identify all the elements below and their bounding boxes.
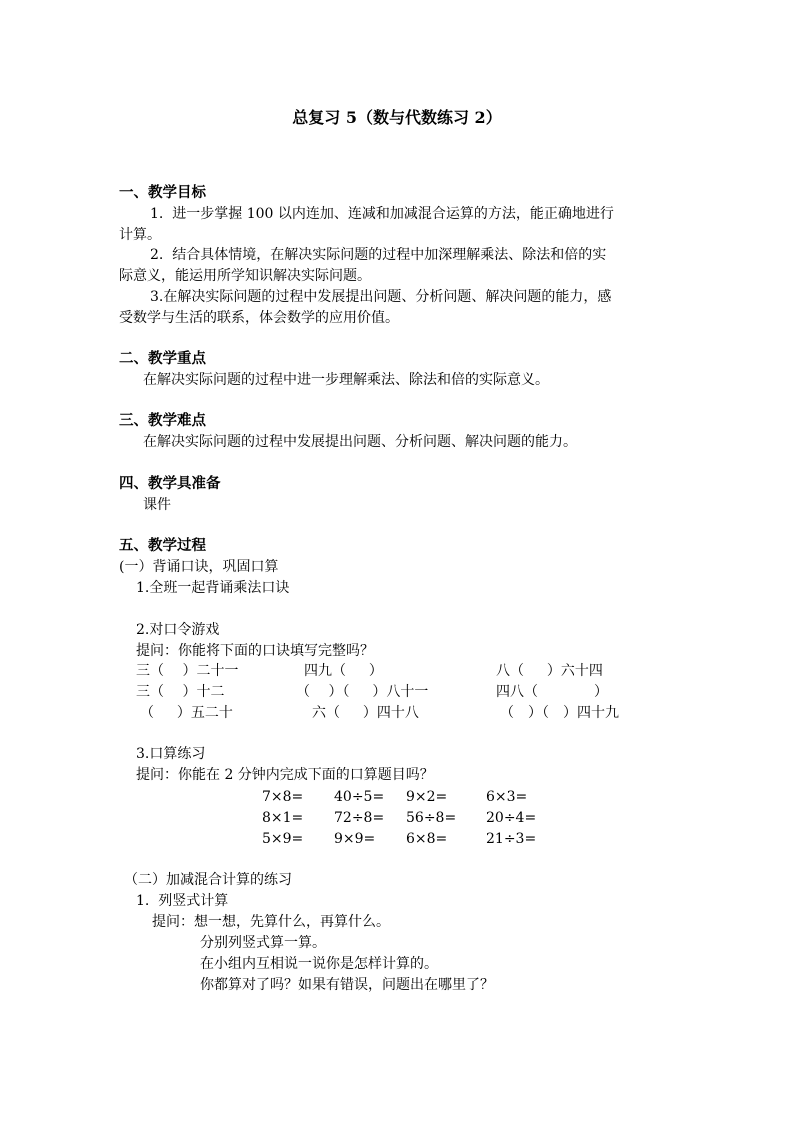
ask-line-1: 提问：想一想，先算什么，再算什么。 [152,914,390,930]
ask-line-3: 在小组内互相说一说你是怎样计算的。 [200,956,438,972]
materials-text: 课件 [143,497,171,513]
rhyme-cell: （ ）五二十 [140,705,233,721]
goal-2-line-2: 际意义，能运用所学知识解决实际问题。 [119,268,371,284]
rhyme-cell: （ ）（ ）四十九 [500,705,619,721]
calc-cell: 8×1= [262,810,304,826]
calc-cell: 6×8= [406,831,448,847]
rhyme-cell: 三（ ）二十一 [136,663,239,679]
process-item-3: 3.口算练习 [136,746,206,762]
vertical-calc-item: 1. 列竖式计算 [136,893,229,909]
rhyme-cell: 六（ ）四十八 [312,705,419,721]
calc-cell: 6×3= [486,789,528,805]
calc-cell: 5×9= [262,831,304,847]
question-calc: 提问：你能在 2 分钟内完成下面的口算题目吗？ [136,767,434,783]
calc-cell: 9×2= [406,789,448,805]
calc-cell: 21÷3= [486,831,537,847]
calc-cell: 9×9= [334,831,376,847]
heading-process: 五、教学过程 [119,537,206,554]
heading-materials: 四、教学具准备 [119,475,221,492]
heading-key-points: 二、教学重点 [119,350,206,367]
calc-cell: 56÷8= [406,810,457,826]
question-rhymes: 提问：你能将下面的口诀填写完整吗？ [136,643,374,659]
goal-3-line-2: 受数学与生活的联系，体会数学的应用价值。 [119,310,399,326]
process-part-2: （二）加减混合计算的练习 [124,872,292,888]
difficulties-text: 在解决实际问题的过程中发展提出问题、分析问题、解决问题的能力。 [143,434,577,450]
key-points-text: 在解决实际问题的过程中进一步理解乘法、除法和倍的实际意义。 [143,372,549,388]
goal-1-line-1: 1. 进一步掌握 100 以内连加、连减和加减混合运算的方法，能正确地进行 [150,206,614,222]
calc-cell: 20÷4= [486,810,537,826]
calc-cell: 72÷8= [334,810,385,826]
goal-1-line-2: 计算。 [119,227,161,243]
process-item-2: 2.对口令游戏 [136,622,220,638]
page-title: 总复习 5（数与代数练习 2） [292,108,502,127]
goal-3-line-1: 3.在解决实际问题的过程中发展提出问题、分析问题、解决问题的能力，感 [150,289,612,305]
goal-2-line-1: 2. 结合具体情境，在解决实际问题的过程中加深理解乘法、除法和倍的实 [150,247,607,263]
ask-line-2: 分别列竖式算一算。 [200,935,326,951]
rhyme-cell: 三（ ）十二 [136,684,225,700]
rhyme-cell: 四八（ ） [496,684,608,700]
heading-difficulties: 三、教学难点 [119,412,206,429]
rhyme-cell: 八（ ）六十四 [496,663,603,679]
process-part-1: (一）背诵口诀，巩固口算 [119,559,279,575]
heading-goals: 一、教学目标 [119,184,206,201]
calc-cell: 40÷5= [334,789,385,805]
ask-line-4: 你都算对了吗？如果有错误，问题出在哪里了？ [200,977,494,993]
rhyme-cell: （ ）（ ）八十一 [296,684,429,700]
rhyme-cell: 四九（ ） [304,663,383,679]
process-item-1: 1.全班一起背诵乘法口诀 [136,580,290,596]
calc-cell: 7×8= [262,789,304,805]
